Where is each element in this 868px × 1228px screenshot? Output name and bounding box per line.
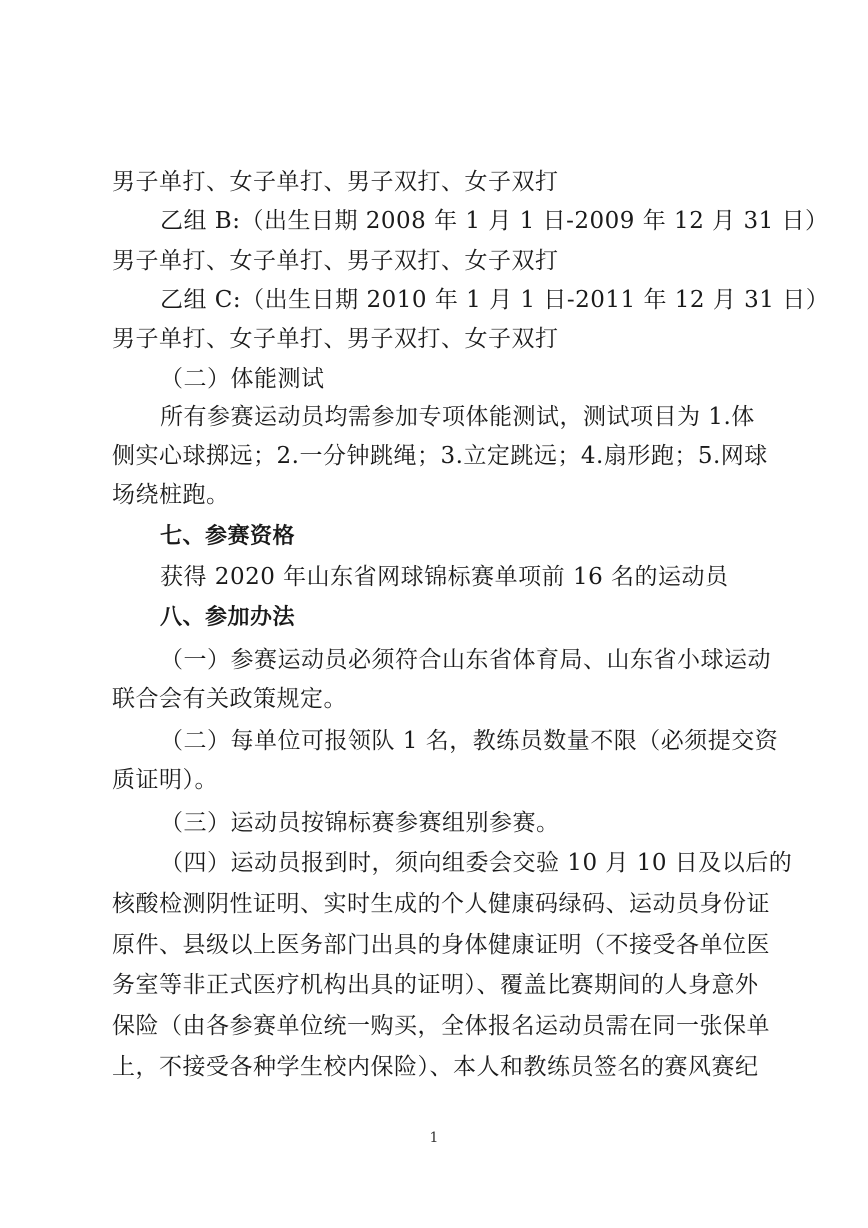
- body-line-11: 获得 2020 年山东省网球锦标赛单项前 16 名的运动员: [160, 564, 729, 590]
- body-line-7: 所有参赛运动员均需参加专项体能测试，测试项目为 1.体: [160, 404, 755, 430]
- group-c-line: 乙组 C:（出生日期 2010 年 1 月 1 日-2011 年 12 月 31 日）: [160, 287, 830, 313]
- body-line-13: （一）参赛运动员必须符合山东省体育局、山东省小球运动: [160, 647, 771, 673]
- body-line-3: 男子单打、女子单打、男子双打、女子双打: [112, 248, 559, 274]
- body-line-18: （四）运动员报到时，须向组委会交验 10 月 10 日及以后的: [160, 850, 793, 876]
- body-line-8: 侧实心球掷远；2.一分钟跳绳；3.立定跳远；4.扇形跑；5.网球: [112, 443, 768, 469]
- body-line-1: 男子单打、女子单打、男子双打、女子双打: [112, 169, 559, 195]
- body-line-23: 上，不接受各种学生校内保险）、本人和教练员签名的赛风赛纪: [112, 1054, 759, 1080]
- body-line-16: 质证明）。: [112, 767, 218, 793]
- body-line-20: 原件、县级以上医务部门出具的身体健康证明（不接受各单位医: [112, 932, 770, 958]
- page-number: 1: [429, 1130, 439, 1146]
- body-line-19: 核酸检测阴性证明、实时生成的个人健康码绿码、运动员身份证: [112, 891, 770, 917]
- body-line-5: 男子单打、女子单打、男子双打、女子双打: [112, 326, 559, 352]
- subheading-fitness-test: （二）体能测试: [160, 366, 325, 392]
- body-line-9: 场绕桩跑。: [112, 482, 230, 508]
- group-b-line: 乙组 B:（出生日期 2008 年 1 月 1 日-2009 年 12 月 31 日）: [160, 208, 829, 234]
- body-line-21: 务室等非正式医疗机构出具的证明）、覆盖比赛期间的人身意外: [112, 972, 759, 998]
- body-line-17: （三）运动员按锦标赛参赛组别参赛。: [160, 810, 560, 836]
- body-line-22: 保险（由各参赛单位统一购买，全体报名运动员需在同一张保单: [112, 1013, 770, 1039]
- section-heading-7: 七、参赛资格: [160, 524, 296, 549]
- body-line-15: （二）每单位可报领队 1 名，教练员数量不限（必须提交资: [160, 728, 779, 754]
- section-heading-8: 八、参加办法: [160, 605, 296, 630]
- body-line-14: 联合会有关政策规定。: [112, 686, 347, 712]
